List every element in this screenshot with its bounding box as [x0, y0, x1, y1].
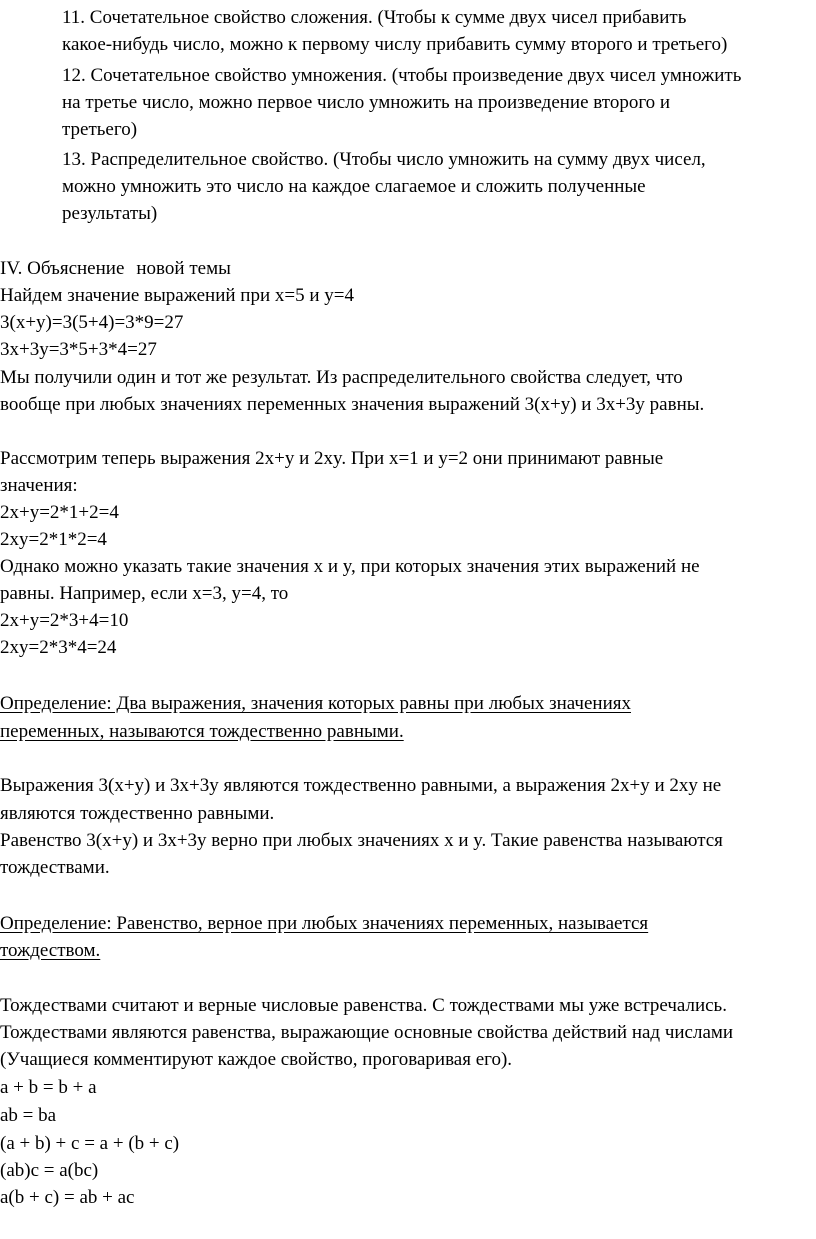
identity-associative-addition: (a + b) + c = a + (b + c)	[0, 1133, 180, 1154]
example-1-equation-1: 3(x+y)=3(5+4)=3*9=27	[0, 312, 184, 333]
paragraph-4-line-2: Тождествами являются равенства, выражающие основные свойства действий над числами	[0, 1022, 734, 1043]
identity-commutative-multiplication: ab = ba	[0, 1105, 57, 1126]
identity-associative-multiplication: (ab)c = a(bc)	[0, 1160, 99, 1181]
example-2-intro-line-2: значения:	[0, 475, 78, 496]
section-number: IV. Объяснение	[0, 258, 125, 279]
example-2-intro-line-1: Рассмотрим теперь выражения 2x+y и 2xy. При x=1 и y=2 они принимают равные	[0, 448, 664, 469]
definition-2-line-2: тождеством.	[0, 940, 101, 961]
section-heading	[0, 255, 231, 282]
property-11-line-2: какое-нибудь число, можно к первому числу прибавить сумму второго и третьего)	[62, 34, 728, 55]
definition-1-line-1: Определение: Два выражения, значения которых равны при любых значениях	[0, 693, 631, 714]
property-13-line-2: можно умножить это число на каждое слагаемое и сложить полученные	[62, 176, 646, 197]
example-2-counter-line-1: Однако можно указать такие значения x и y, при которых значения этих выражений не	[0, 556, 700, 577]
paragraph-3-line-4: тождествами.	[0, 857, 110, 878]
example-2-equation-2: 2xy=2*1*2=4	[0, 529, 107, 550]
paragraph-3-line-3: Равенство 3(x+y) и 3x+3y верно при любых значениях x и y. Такие равенства называются	[0, 830, 723, 851]
property-12-line-3: третьего)	[62, 119, 138, 140]
section-title-part-2: темы	[189, 258, 231, 279]
paragraph-3-line-1: Выражения 3(x+y) и 3x+3y являются тождественно равными, а выражения 2x+y и 2xy не	[0, 775, 722, 796]
property-13-line-1: 13. Распределительное свойство. (Чтобы число умножить на сумму двух чисел,	[62, 149, 706, 170]
identity-commutative-addition: a + b = b + a	[0, 1077, 97, 1098]
paragraph-3-line-2: являются тождественно равными.	[0, 803, 275, 824]
example-1-intro: Найдем значение выражений при x=5 и y=4	[0, 285, 354, 306]
example-2-equation-4: 2xy=2*3*4=24	[0, 637, 117, 658]
property-12-line-2: на третье число, можно первое число умножить на произведение второго и	[62, 92, 671, 113]
property-12-line-1: 12. Сочетательное свойство умножения. (чтобы произведение двух чисел умножить	[62, 65, 742, 86]
paragraph-4-line-1: Тождествами считают и верные числовые равенства. С тождествами мы уже встречались.	[0, 995, 727, 1016]
example-2-equation-1: 2x+y=2*1+2=4	[0, 502, 119, 523]
identity-distributive: a(b + c) = ab + ac	[0, 1187, 135, 1208]
example-2-counter-line-2: равны. Например, если x=3, y=4, то	[0, 583, 289, 604]
definition-2-line-1: Определение: Равенство, верное при любых значениях переменных, называется	[0, 913, 649, 934]
example-1-conclusion-line-1: Мы получили один и тот же результат. Из распределительного свойства следует, что	[0, 367, 683, 388]
section-title-part-1: новой	[136, 258, 185, 279]
example-2-equation-3: 2x+y=2*3+4=10	[0, 610, 129, 631]
example-1-equation-2: 3x+3y=3*5+3*4=27	[0, 339, 157, 360]
example-1-conclusion-line-2: вообще при любых значениях переменных значения выражений 3(x+y) и 3x+3y равны.	[0, 394, 705, 415]
property-11-line-1: 11. Сочетательное свойство сложения. (Чтобы к сумме двух чисел прибавить	[62, 7, 687, 28]
property-13-line-3: результаты)	[62, 203, 158, 224]
paragraph-4-line-3: (Учащиеся комментируют каждое свойство, проговаривая его).	[0, 1049, 513, 1070]
definition-1-line-2: переменных, называются тождественно равными.	[0, 721, 404, 742]
